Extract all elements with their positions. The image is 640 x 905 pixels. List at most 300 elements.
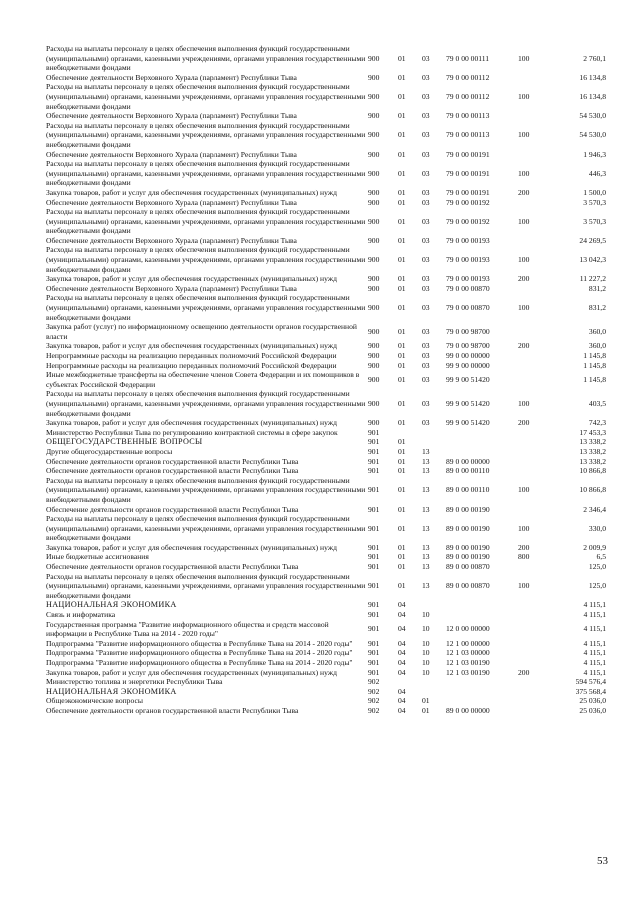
target-article-cell: 79 0 00 98700 (446, 341, 490, 351)
amount-cell: 831,2 (588, 283, 606, 293)
expense-name-cell: Непрограммные расходы на реализацию переданных полномочий Российской Федерации (46, 351, 337, 360)
section-code-cell: 04 (398, 648, 406, 658)
amount-cell: 13 338,2 (579, 446, 606, 456)
expense-type-cell: 100 (518, 255, 530, 265)
expense-type-cell: 100 (518, 523, 530, 533)
amount-cell: 446,3 (588, 168, 606, 178)
expense-type-cell (518, 437, 544, 447)
admin-code-cell: 902 (368, 696, 380, 706)
table-row (46, 44, 606, 73)
table-row (46, 610, 606, 620)
admin-code-cell: 902 (368, 705, 380, 715)
subsection-code-cell: 03 (422, 341, 430, 351)
subsection-code-cell: 03 (422, 418, 430, 428)
expense-type-cell (518, 447, 544, 457)
subsection-code-cell: 03 (422, 255, 430, 265)
amount-cell: 6,5 (596, 552, 606, 562)
amount-cell: 330,0 (588, 523, 606, 533)
table-row (46, 648, 606, 658)
expense-name-cell: Закупка работ (услуг) по информационному освещению деятельности органов государственной власти (46, 322, 357, 341)
section-code-cell: 04 (398, 705, 406, 715)
section-code-cell: 01 (398, 130, 406, 140)
table-row (46, 198, 606, 208)
target-article-cell: 79 0 00 00193 (446, 255, 490, 265)
admin-code-cell: 900 (368, 327, 380, 337)
expense-name-cell: Подпрограмма "Развитие информационного общества в Республике Тыва на 2014 - 2020 годы" (46, 648, 353, 658)
admin-code-cell: 901 (368, 504, 380, 514)
table-row (46, 341, 606, 351)
expense-type-cell: 100 (518, 303, 530, 313)
expense-type-cell (518, 73, 544, 83)
expense-name-cell: Расходы на выплаты персоналу в целях обеспечения выполнения функций государственными (муниципальными) органами, казенными учреждениями, органами управления государственными внебюджетными фондами (46, 389, 366, 418)
table-row (46, 361, 606, 371)
expense-type-cell (518, 505, 544, 515)
target-article-cell: 79 0 00 98700 (446, 327, 490, 337)
expense-name-cell: Закупка товаров, работ и услуг для обеспечения государственных (муниципальных) нужд (46, 667, 337, 677)
admin-code-cell: 901 (368, 437, 380, 447)
target-article-cell: 79 0 00 00191 (446, 168, 490, 178)
target-article-cell: 79 0 00 00870 (446, 283, 490, 293)
target-article-cell: 89 0 00 00000 (446, 705, 490, 715)
section-code-cell: 01 (398, 562, 406, 572)
expense-name-cell: Закупка товаров, работ и услуг для обеспечения государственных (муниципальных) нужд (46, 542, 337, 552)
expense-type-cell: 100 (518, 216, 530, 226)
table-row (46, 658, 606, 668)
expense-type-cell (518, 648, 544, 658)
amount-cell: 2 760,1 (583, 53, 606, 63)
admin-code-cell: 900 (368, 360, 380, 370)
admin-code-cell: 900 (368, 374, 380, 384)
subsection-code-cell: 03 (422, 216, 430, 226)
subsection-code-cell: 10 (422, 658, 430, 667)
target-article-cell: 12 0 00 00000 (446, 624, 490, 634)
admin-code-cell: 900 (368, 283, 380, 293)
expense-name-cell: Расходы на выплаты персоналу в целях обеспечения выполнения функций государственными (муниципальными) органами, казенными учреждениями, органами управления государственными внебюджетными фондами (46, 571, 366, 600)
section-code-cell: 04 (398, 686, 406, 696)
subsection-code-cell (422, 437, 446, 447)
subsection-code-cell (422, 687, 446, 697)
admin-code-cell: 900 (368, 91, 380, 101)
target-article-cell: 89 0 00 00190 (446, 542, 490, 552)
target-article-cell: 99 9 00 51420 (446, 418, 490, 428)
target-article-cell: 79 0 00 00112 (446, 72, 490, 82)
amount-cell: 25 036,0 (579, 705, 606, 715)
expense-name-cell: Расходы на выплаты персоналу в целях обеспечения выполнения функций государственными (муниципальными) органами, казенными учреждениями, органами управления государственными внебюджетными фондами (46, 514, 366, 543)
expense-name-cell: Расходы на выплаты персоналу в целях обеспечения выполнения функций государственными (муниципальными) органами, казенными учреждениями, органами управления государственными внебюджетными фондами (46, 207, 366, 236)
target-article-cell: 79 0 00 00870 (446, 303, 490, 313)
expense-name-cell: Обеспечение деятельности органов государственной власти Республики Тыва (46, 456, 299, 466)
subsection-code-cell: 10 (422, 610, 430, 620)
table-row (46, 514, 606, 543)
table-row (46, 706, 606, 716)
admin-code-cell: 900 (368, 130, 380, 140)
section-code-cell: 04 (398, 610, 406, 620)
target-article-cell: 12 1 03 00000 (446, 648, 490, 658)
section-code-cell (398, 428, 422, 438)
amount-cell: 11 227,2 (579, 274, 606, 284)
admin-code-cell: 901 (368, 456, 380, 466)
target-article-cell: 99 9 00 51420 (446, 398, 490, 408)
target-article-cell: 12 1 00 00000 (446, 638, 490, 648)
subsection-code-cell: 13 (422, 523, 430, 533)
expense-name-cell: Обеспечение деятельности Верховного Хурала (парламент) Республики Тыва (46, 235, 297, 245)
budget-table-body (46, 44, 606, 716)
admin-code-cell: 900 (368, 418, 380, 428)
expense-type-cell (518, 466, 544, 476)
table-row (46, 245, 606, 274)
table-row (46, 293, 606, 322)
subsection-code-cell: 03 (422, 351, 430, 360)
expense-name-cell: Другие общегосударственные вопросы (46, 446, 173, 456)
table-row (46, 572, 606, 601)
expense-type-cell: 200 (518, 341, 530, 351)
expense-type-cell (518, 236, 544, 246)
target-article-cell: 89 0 00 00190 (446, 552, 490, 562)
amount-cell: 3 570,3 (583, 216, 606, 226)
section-code-cell: 01 (398, 360, 406, 370)
admin-code-cell: 900 (368, 53, 380, 63)
amount-cell: 594 576,4 (575, 677, 606, 687)
subsection-code-cell: 03 (422, 111, 430, 121)
subsection-code-cell: 13 (422, 562, 430, 572)
expense-name-cell: Иные бюджетные ассигнования (46, 552, 149, 562)
section-code-cell: 01 (398, 418, 406, 428)
expense-name-cell: Обеспечение деятельности органов государственной власти Республики Тыва (46, 562, 299, 572)
amount-cell: 17 453,3 (579, 427, 606, 437)
amount-cell: 13 338,2 (579, 456, 606, 466)
table-row (46, 236, 606, 246)
table-row (46, 543, 606, 553)
section-code-cell: 01 (398, 341, 406, 351)
section-code-cell: 01 (398, 255, 406, 265)
table-row (46, 457, 606, 467)
section-code-cell: 04 (398, 658, 406, 667)
table-row (46, 620, 606, 639)
subsection-code-cell: 03 (422, 53, 430, 63)
table-row (46, 150, 606, 160)
amount-cell: 742,3 (588, 418, 606, 428)
section-code-cell: 01 (398, 437, 406, 447)
admin-code-cell: 901 (368, 542, 380, 552)
admin-code-cell: 900 (368, 187, 380, 197)
table-row (46, 121, 606, 150)
section-code-cell: 01 (398, 111, 406, 121)
expense-type-cell (518, 111, 544, 121)
target-article-cell: 79 0 00 00111 (446, 53, 490, 63)
section-code-cell: 01 (398, 216, 406, 226)
expense-name-cell: НАЦИОНАЛЬНАЯ ЭКОНОМИКА (46, 600, 177, 610)
amount-cell: 831,2 (588, 303, 606, 313)
subsection-code-cell (422, 600, 446, 610)
admin-code-cell: 900 (368, 197, 380, 207)
target-article-cell: 99 9 00 51420 (446, 374, 490, 384)
admin-code-cell: 900 (368, 274, 380, 284)
amount-cell: 16 134,8 (579, 72, 606, 82)
admin-code-cell: 901 (368, 667, 380, 677)
amount-cell: 54 530,0 (579, 130, 606, 140)
expense-type-cell (518, 150, 544, 160)
section-code-cell: 01 (398, 351, 406, 360)
admin-code-cell: 900 (368, 72, 380, 82)
table-row (46, 207, 606, 236)
subsection-code-cell: 10 (422, 624, 430, 634)
expense-type-cell (518, 639, 544, 649)
amount-cell: 1 946,3 (583, 149, 606, 159)
expense-type-cell (518, 562, 544, 572)
table-row (46, 505, 606, 515)
section-code-cell: 01 (398, 53, 406, 63)
table-row (46, 668, 606, 678)
target-article-cell (446, 447, 518, 457)
expense-name-cell: Расходы на выплаты персоналу в целях обеспечения выполнения функций государственными (муниципальными) органами, казенными учреждениями, органами управления государственными внебюджетными фондами (46, 159, 366, 188)
section-code-cell: 01 (398, 581, 406, 591)
expense-type-cell: 200 (518, 187, 530, 197)
target-article-cell: 89 0 00 00000 (446, 456, 490, 466)
amount-cell: 54 530,0 (579, 111, 606, 121)
table-row (46, 639, 606, 649)
subsection-code-cell: 13 (422, 456, 430, 466)
expense-name-cell: Обеспечение деятельности органов государственной власти Республики Тыва (46, 705, 299, 715)
amount-cell: 4 115,1 (583, 610, 606, 620)
section-code-cell: 01 (398, 303, 406, 313)
table-row (46, 284, 606, 294)
expense-type-cell: 800 (518, 552, 530, 562)
admin-code-cell: 900 (368, 341, 380, 351)
table-row (46, 677, 606, 687)
section-code-cell: 01 (398, 504, 406, 514)
table-row (46, 111, 606, 121)
target-article-cell: 79 0 00 00193 (446, 235, 490, 245)
expense-name-cell: Расходы на выплаты персоналу в целях обеспечения выполнения функций государственными (муниципальными) органами, казенными учреждениями, органами управления государственными внебюджетными фондами (46, 293, 366, 322)
target-article-cell: 89 0 00 00110 (446, 466, 490, 476)
subsection-code-cell: 03 (422, 91, 430, 101)
expense-name-cell: Расходы на выплаты персоналу в целях обеспечения выполнения функций государственными (муниципальными) органами, казенными учреждениями, органами управления государственными внебюджетными фондами (46, 475, 366, 504)
expense-name-cell: Общеэкономические вопросы (46, 696, 143, 706)
expense-name-cell: Непрограммные расходы на реализацию переданных полномочий Российской Федерации (46, 360, 337, 370)
expense-name-cell: Закупка товаров, работ и услуг для обеспечения государственных (муниципальных) нужд (46, 418, 337, 428)
amount-cell: 13 042,3 (579, 255, 606, 265)
amount-cell: 2 009,9 (583, 542, 606, 552)
target-article-cell: 79 0 00 00112 (446, 91, 490, 101)
subsection-code-cell: 13 (422, 504, 430, 514)
target-article-cell: 89 0 00 00110 (446, 485, 490, 495)
admin-code-cell: 900 (368, 216, 380, 226)
expense-name-cell: Министерство топлива и энергетики Республики Тыва (46, 677, 223, 687)
amount-cell: 4 115,1 (583, 600, 606, 610)
section-code-cell: 01 (398, 446, 406, 456)
expense-name-cell: Обеспечение деятельности Верховного Хурала (парламент) Республики Тыва (46, 283, 297, 293)
admin-code-cell: 900 (368, 303, 380, 313)
admin-code-cell: 901 (368, 562, 380, 572)
target-article-cell: 79 0 00 00192 (446, 216, 490, 226)
subsection-code-cell: 03 (422, 72, 430, 82)
expense-type-cell: 100 (518, 168, 530, 178)
expense-type-cell (518, 696, 544, 706)
amount-cell: 2 346,4 (583, 504, 606, 514)
target-article-cell (446, 696, 518, 706)
section-code-cell: 01 (398, 456, 406, 466)
expense-name-cell: Закупка товаров, работ и услуг для обеспечения государственных (муниципальных) нужд (46, 274, 337, 284)
expense-name-cell: Иные межбюджетные трансферты на обеспечение членов Совета Федерации и их помощников в субъектах Российской Федерации (46, 370, 360, 389)
amount-cell: 375 568,4 (575, 686, 606, 696)
expense-type-cell (518, 351, 544, 361)
target-article-cell (446, 600, 518, 610)
table-row (46, 82, 606, 111)
table-row (46, 687, 606, 697)
table-row (46, 73, 606, 83)
subsection-code-cell: 03 (422, 168, 430, 178)
target-article-cell (446, 610, 518, 620)
expense-type-cell (518, 706, 544, 716)
target-article-cell: 89 0 00 00870 (446, 562, 490, 572)
subsection-code-cell: 03 (422, 283, 430, 293)
admin-code-cell: 900 (368, 111, 380, 121)
admin-code-cell: 901 (368, 523, 380, 533)
section-code-cell: 04 (398, 600, 406, 610)
admin-code-cell: 900 (368, 255, 380, 265)
amount-cell: 4 115,1 (583, 658, 606, 667)
amount-cell: 10 866,8 (579, 485, 606, 495)
target-article-cell: 79 0 00 00191 (446, 187, 490, 197)
amount-cell: 24 269,5 (579, 235, 606, 245)
expense-name-cell: Обеспечение деятельности Верховного Хурала (парламент) Республики Тыва (46, 111, 297, 121)
admin-code-cell: 900 (368, 235, 380, 245)
section-code-cell: 04 (398, 696, 406, 706)
table-row (46, 696, 606, 706)
subsection-code-cell (422, 677, 446, 687)
section-code-cell: 01 (398, 197, 406, 207)
admin-code-cell: 901 (368, 610, 380, 620)
target-article-cell: 79 0 00 00193 (446, 274, 490, 284)
admin-code-cell: 901 (368, 485, 380, 495)
subsection-code-cell: 13 (422, 466, 430, 476)
amount-cell: 13 338,2 (579, 437, 606, 447)
subsection-code-cell: 10 (422, 648, 430, 658)
section-code-cell: 01 (398, 149, 406, 159)
section-code-cell: 04 (398, 624, 406, 634)
target-article-cell: 99 9 00 00000 (446, 360, 490, 370)
expense-type-cell (518, 620, 544, 639)
amount-cell: 360,0 (588, 327, 606, 337)
amount-cell: 1 145,8 (583, 351, 606, 360)
expense-name-cell: Обеспечение деятельности органов государственной власти Республики Тыва (46, 504, 299, 514)
table-row (46, 159, 606, 188)
table-row (46, 389, 606, 418)
target-article-cell: 12 1 03 00190 (446, 658, 490, 667)
target-article-cell: 99 0 00 00000 (446, 351, 490, 360)
expense-type-cell (518, 198, 544, 208)
subsection-code-cell: 13 (422, 446, 430, 456)
target-article-cell: 79 0 00 00191 (446, 149, 490, 159)
expense-type-cell (518, 428, 544, 438)
subsection-code-cell: 03 (422, 187, 430, 197)
amount-cell: 125,0 (588, 581, 606, 591)
expense-type-cell: 200 (518, 274, 530, 284)
expense-type-cell: 100 (518, 53, 530, 63)
target-article-cell: 79 0 00 00192 (446, 197, 490, 207)
expense-name-cell: Закупка товаров, работ и услуг для обеспечения государственных (муниципальных) нужд (46, 187, 337, 197)
admin-code-cell: 902 (368, 686, 380, 696)
section-code-cell: 01 (398, 466, 406, 476)
admin-code-cell: 901 (368, 600, 380, 610)
subsection-code-cell: 03 (422, 197, 430, 207)
target-article-cell (446, 687, 518, 697)
expense-type-cell (518, 284, 544, 294)
expense-name-cell: НАЦИОНАЛЬНАЯ ЭКОНОМИКА (46, 686, 177, 696)
table-row (46, 476, 606, 505)
amount-cell: 4 115,1 (583, 624, 606, 634)
target-article-cell: 12 1 03 00190 (446, 667, 490, 677)
subsection-code-cell: 03 (422, 130, 430, 140)
table-row (46, 552, 606, 562)
section-code-cell: 01 (398, 398, 406, 408)
expense-type-cell (518, 687, 544, 697)
expense-name-cell: Связь и информатика (46, 610, 116, 620)
amount-cell: 1 500,0 (583, 187, 606, 197)
section-code-cell: 01 (398, 327, 406, 337)
expense-name-cell: Расходы на выплаты персоналу в целях обеспечения выполнения функций государственными (муниципальными) органами, казенными учреждениями, органами управления государственными внебюджетными фондами (46, 245, 366, 274)
expense-name-cell: Расходы на выплаты персоналу в целях обеспечения выполнения функций государственными (муниципальными) органами, казенными учреждениями, органами управления государственными внебюджетными фондами (46, 44, 366, 73)
subsection-code-cell: 13 (422, 542, 430, 552)
expense-type-cell (518, 457, 544, 467)
amount-cell: 16 134,8 (579, 91, 606, 101)
amount-cell: 1 145,8 (583, 360, 606, 370)
section-code-cell: 01 (398, 72, 406, 82)
amount-cell: 4 115,1 (583, 667, 606, 677)
subsection-code-cell: 03 (422, 274, 430, 284)
expense-type-cell: 100 (518, 485, 530, 495)
expense-type-cell (518, 370, 544, 389)
expense-type-cell: 100 (518, 130, 530, 140)
admin-code-cell: 901 (368, 427, 380, 437)
subsection-code-cell: 03 (422, 149, 430, 159)
section-code-cell: 01 (398, 91, 406, 101)
amount-cell: 4 115,1 (583, 638, 606, 648)
amount-cell: 3 570,3 (583, 197, 606, 207)
admin-code-cell: 901 (368, 552, 380, 562)
amount-cell: 4 115,1 (583, 648, 606, 658)
admin-code-cell: 900 (368, 351, 380, 360)
target-article-cell (446, 677, 518, 687)
admin-code-cell: 900 (368, 149, 380, 159)
subsection-code-cell: 10 (422, 667, 430, 677)
subsection-code-cell (422, 428, 446, 438)
expense-type-cell: 200 (518, 667, 530, 677)
table-row (46, 447, 606, 457)
admin-code-cell: 902 (368, 677, 380, 687)
target-article-cell (446, 428, 518, 438)
target-article-cell: 89 0 00 00190 (446, 523, 490, 533)
subsection-code-cell: 01 (422, 705, 430, 715)
table-row (46, 466, 606, 476)
amount-cell: 25 036,0 (579, 696, 606, 706)
table-row (46, 351, 606, 361)
admin-code-cell: 901 (368, 466, 380, 476)
admin-code-cell: 901 (368, 624, 380, 634)
section-code-cell: 04 (398, 638, 406, 648)
subsection-code-cell: 03 (422, 327, 430, 337)
table-row (46, 322, 606, 341)
target-article-cell: 79 0 00 00113 (446, 111, 490, 121)
expense-name-cell: Обеспечение деятельности органов государственной власти Республики Тыва (46, 466, 299, 476)
subsection-code-cell: 13 (422, 552, 430, 562)
section-code-cell: 01 (398, 283, 406, 293)
section-code-cell: 01 (398, 552, 406, 562)
amount-cell: 10 866,8 (579, 466, 606, 476)
amount-cell: 1 145,8 (583, 374, 606, 384)
section-code-cell: 01 (398, 274, 406, 284)
admin-code-cell: 901 (368, 658, 380, 667)
